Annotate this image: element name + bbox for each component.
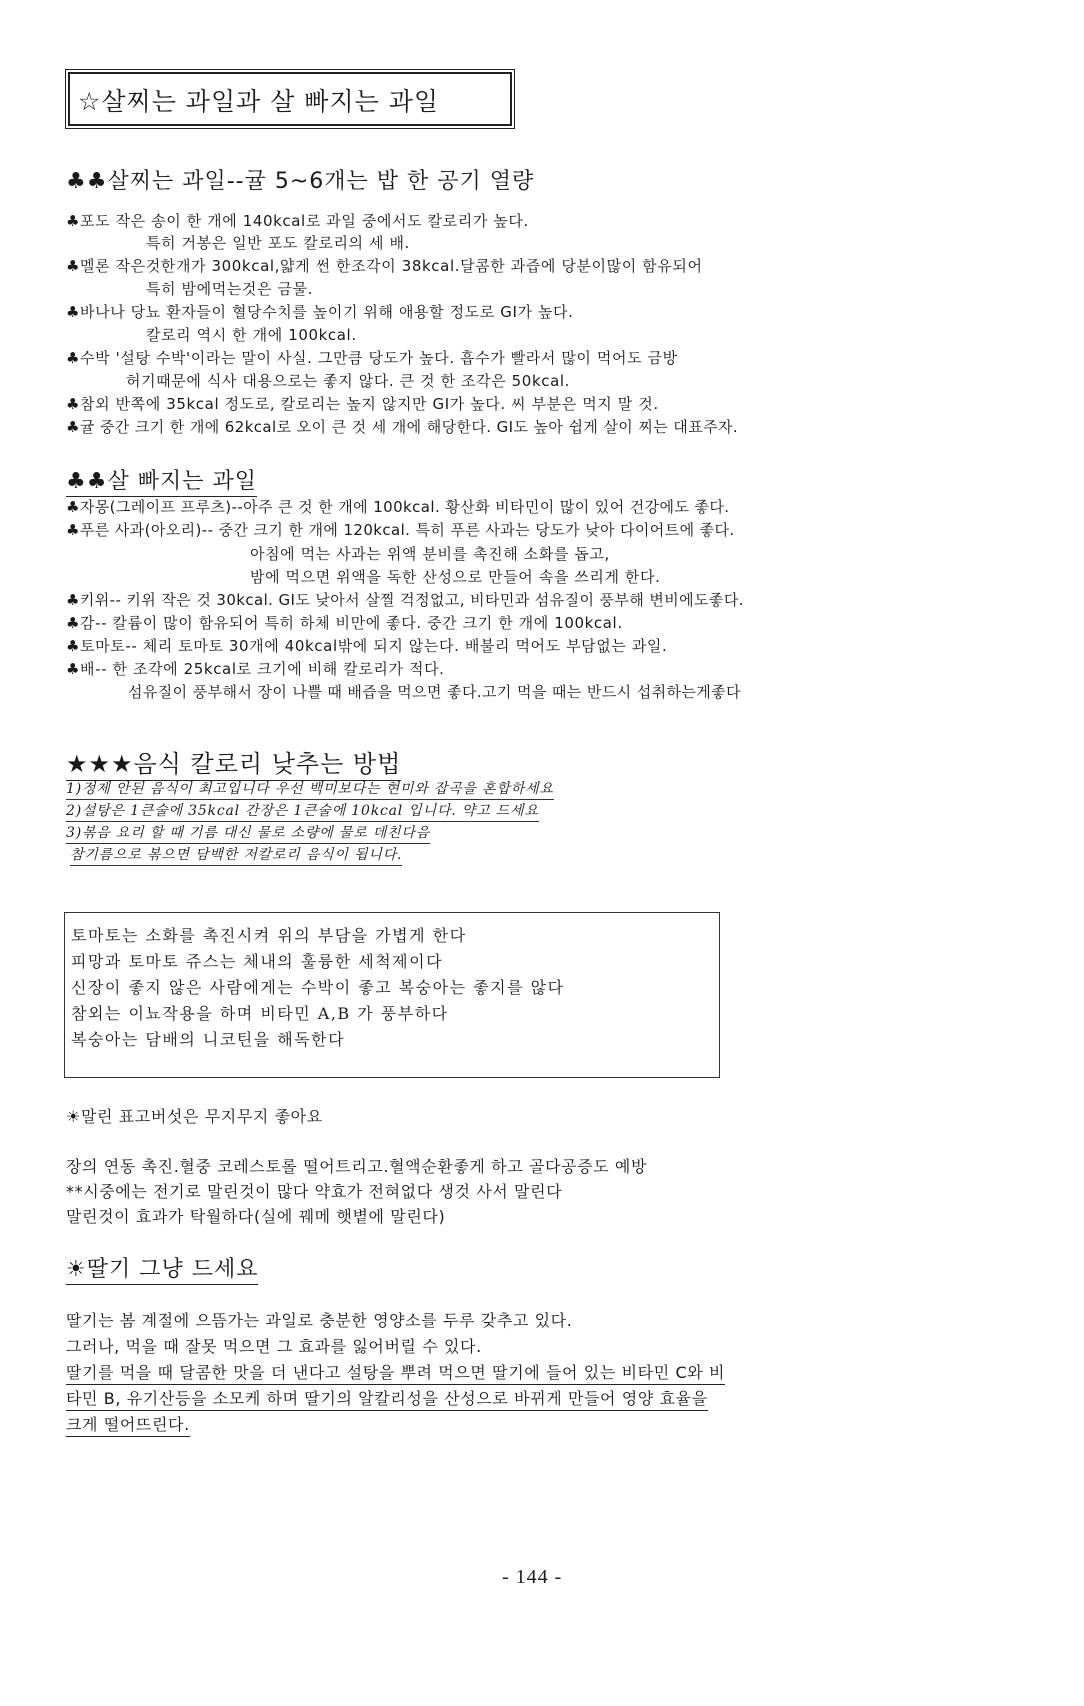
slimming-line: ♣배-- 한 조각에 25kcal로 크기에 비해 칼로리가 적다. [66, 660, 445, 678]
handwritten-note-line: 신장이 좋지 않은 사람에게는 수박이 좋고 복숭아는 좋지를 않다 [71, 978, 565, 997]
fattening-line: 특히 밤에먹는것은 금물. [146, 280, 314, 298]
slimming-line: ♣자몽(그레이프 프루츠)--아주 큰 것 한 개에 100kcal. 황산화 비타민이 많이 있어 건강에도 좋다. [66, 498, 730, 516]
handwritten-note-line: 복숭아는 담배의 니코틴을 해독한다 [71, 1030, 346, 1049]
section-fattening-heading: ♣♣살찌는 과일--귤 5~6개는 밥 한 공기 열량 [66, 169, 535, 194]
fattening-line: 칼로리 역시 한 개에 100kcal. [146, 326, 357, 344]
fattening-line: ♣귤 중간 크기 한 개에 62kcal로 오이 큰 것 세 개에 해당한다. GI도 높아 쉽게 살이 찌는 대표주자. [66, 418, 739, 436]
shiitake-line: **시중에는 전기로 말린것이 많다 약효가 전혀없다 생것 사서 말린다 [66, 1182, 563, 1201]
slimming-line: 밤에 먹으면 위액을 독한 산성으로 만들어 속을 쓰리게 한다. [250, 568, 661, 586]
calorie-tip-line: 2)설탕은 1큰술에 35kcal 간장은 1큰술에 10kcal 입니다. 약고 드세요 [66, 800, 539, 822]
strawberry-line: 딸기를 먹을 때 달콤한 맛을 더 낸다고 설탕을 뿌려 먹으면 딸기에 들어 있는 비타민 C와 비 [66, 1360, 725, 1385]
fattening-line: ♣수박 '설탕 수박'이라는 말이 사실. 그만큼 당도가 높다. 흡수가 빨라서 많이 먹어도 금방 [66, 349, 678, 367]
slimming-line: 섬유질이 풍부해서 장이 나쁠 때 배즙을 먹으면 좋다.고기 먹을 때는 반드시 섭취하는게좋다 [128, 683, 741, 701]
page-title: ☆살찌는 과일과 살 빠지는 과일 [78, 87, 440, 116]
strawberry-line: 타민 B, 유기산등을 소모케 하며 딸기의 알칼리성을 산성으로 바뀌게 만들어 영양 효율을 [66, 1386, 708, 1411]
fattening-line: ♣포도 작은 송이 한 개에 140kcal로 과일 중에서도 칼로리가 높다. [66, 212, 529, 230]
slimming-line: ♣키위-- 키위 작은 것 30kcal. GI도 낮아서 살찔 걱정없고, 비타민과 섬유질이 풍부해 변비에도좋다. [66, 591, 744, 609]
strawberry-line: 크게 떨어뜨린다. [66, 1412, 190, 1437]
fattening-line: 특히 거봉은 일반 포도 칼로리의 세 배. [146, 234, 410, 252]
slimming-line: ♣감-- 칼륨이 많이 함유되어 특히 하체 비만에 좋다. 중간 크기 한 개에 100kcal. [66, 614, 623, 632]
fattening-line: ♣멜론 작은것한개가 300kcal,얇게 썬 한조각이 38kcal.달콤한 과즙에 당분이많이 함유되어 [66, 257, 703, 275]
section-calorie-heading: ★★★음식 칼로리 낮추는 방법 [66, 744, 401, 781]
calorie-tip-line: 3)볶음 요리 할 때 기름 대신 물로 소량에 물로 데친다음 [66, 822, 430, 844]
shiitake-line: 장의 연동 촉진.혈중 코레스토롤 떨어트리고.혈액순환좋게 하고 골다공증도 예방 [66, 1157, 648, 1176]
title-box [68, 72, 512, 126]
section-slimming-heading: ♣♣살 빠지는 과일 [66, 464, 257, 497]
strawberry-line: 딸기는 봄 계절에 으뜸가는 과일로 충분한 영양소를 두루 갖추고 있다. [66, 1311, 573, 1330]
fattening-line: 허기때문에 식사 대용으로는 좋지 않다. 큰 것 한 조각은 50kcal. [126, 372, 571, 390]
handwritten-note-line: 피망과 토마토 쥬스는 체내의 훌륭한 세척제이다 [71, 952, 444, 971]
section-strawberry-heading: ☀딸기 그냥 드세요 [66, 1252, 258, 1285]
strawberry-line: 그러나, 먹을 때 잘못 먹으면 그 효과를 잃어버릴 수 있다. [66, 1337, 482, 1356]
fattening-line: ♣참외 반쪽에 35kcal 정도로, 칼로리는 높지 않지만 GI가 높다. 씨 부분은 먹지 말 것. [66, 395, 659, 413]
calorie-tip-line: 참기름으로 볶으면 담백한 저칼로리 음식이 됩니다. [70, 844, 402, 866]
page-number: - 144 - [502, 1566, 563, 1588]
fattening-line: ♣바나나 당뇨 환자들이 혈당수치를 높이기 위해 애용할 정도로 GI가 높다. [66, 303, 574, 321]
handwritten-note-line: 참외는 이뇨작용을 하며 비타민 A,B 가 풍부하다 [71, 1004, 449, 1023]
shiitake-line: 말린것이 효과가 탁월하다(실에 꿰메 햇볕에 말린다) [66, 1207, 446, 1226]
handwritten-note-box [64, 912, 720, 1078]
section-shiitake-heading: ☀말린 표고버섯은 무지무지 좋아요 [66, 1107, 323, 1126]
slimming-line: ♣푸른 사과(아오리)-- 중간 크기 한 개에 120kcal. 특히 푸른 사과는 당도가 낮아 다이어트에 좋다. [66, 521, 735, 539]
calorie-tip-line: 1)정제 안된 음식이 최고입니다 우선 백미보다는 현미와 잡곡을 혼합하세요 [66, 778, 554, 800]
handwritten-note-line: 토마토는 소화를 촉진시켜 위의 부담을 가볍게 한다 [71, 926, 467, 945]
slimming-line: ♣토마토-- 체리 토마토 30개에 40kcal밖에 되지 않는다. 배불리 먹어도 부담없는 과일. [66, 637, 668, 655]
slimming-line: 아침에 먹는 사과는 위액 분비를 촉진해 소화를 돕고, [250, 545, 610, 563]
